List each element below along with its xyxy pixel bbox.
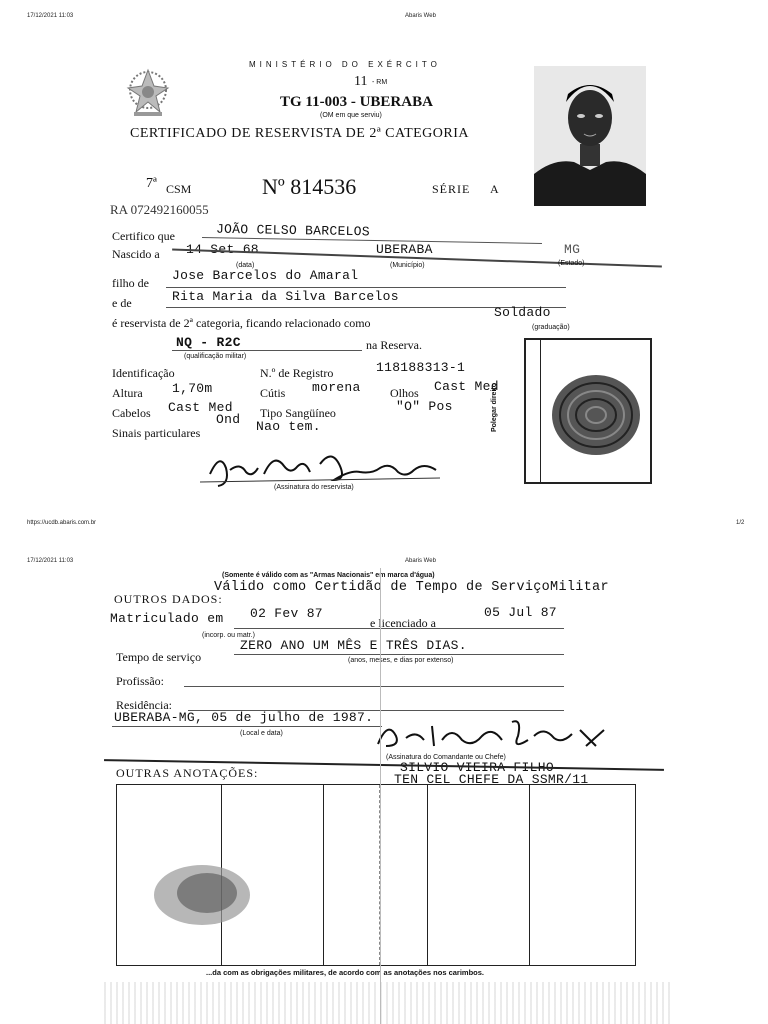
commander-title: TEN CEL CHEFE DA SSMR/11 <box>394 772 589 787</box>
unit-caption: (OM em que serviu) <box>320 112 382 119</box>
polegar-label: Polegar direito <box>491 382 499 433</box>
licenciado-label: e licenciado a <box>370 616 436 630</box>
tempo-label: Tempo de serviço <box>116 650 202 664</box>
region-number: 11 <box>354 74 368 89</box>
csm-number: 7ª <box>146 176 157 191</box>
qualification-caption: (qualificação militar) <box>184 353 247 360</box>
cabelos-value-2: Ond <box>216 412 241 427</box>
local-data: UBERABA-MG, 05 de julho de 1987. <box>114 710 374 725</box>
olhos-label: Olhos <box>390 386 419 400</box>
rank: Soldado <box>494 305 551 320</box>
person-photo-icon <box>534 66 646 206</box>
altura-value: 1,70m <box>172 381 213 396</box>
stamp-smudge-icon <box>147 855 257 935</box>
incorp-caption: (incorp. ou matr.) <box>202 632 255 639</box>
print-url: https://ucdb.abaris.com.br <box>27 520 97 526</box>
fold-line <box>380 568 381 1024</box>
photo <box>534 66 646 206</box>
print-page-number: 1/2 <box>736 520 745 526</box>
mother-name: Rita Maria da Silva Barcelos <box>172 289 399 304</box>
licenciado-value: 05 Jul 87 <box>484 605 557 620</box>
commander-signature-caption: (Assinatura do Comandante ou Chefe) <box>386 754 506 761</box>
sinais-label: Sinais particulares <box>112 426 201 440</box>
print-datetime: 17/12/2021 11:03 <box>27 13 74 19</box>
birth-date: 14 Set 68 <box>186 242 259 257</box>
certificate-title: CERTIFICADO DE RESERVISTA DE 2ª CATEGORIA <box>130 126 470 141</box>
series-value: A <box>490 182 499 196</box>
commander-signature-icon <box>372 716 612 756</box>
certificate-front <box>104 26 674 502</box>
identificacao-label: Identificação <box>112 366 175 380</box>
graduacao-caption: (graduação) <box>532 324 570 331</box>
tipo-label: Tipo Sangüíneo <box>260 406 336 420</box>
sinais-value: Nao tem. <box>256 419 321 434</box>
commander-name: SILVIO VIEIRA FILHO <box>400 760 554 775</box>
cutis-value: morena <box>312 380 361 395</box>
worn-edge <box>104 982 674 1024</box>
certifico-label: Certifico que <box>112 229 175 243</box>
region-suffix: - RM <box>372 79 388 86</box>
tipo-value: "O" Pos <box>396 399 453 414</box>
municipio-caption: (Município) <box>390 262 425 269</box>
altura-label: Altura <box>112 386 143 400</box>
profissao-label: Profissão: <box>116 674 164 688</box>
cutis-label: Cútis <box>260 386 286 400</box>
olhos-value: Cast Med <box>434 379 499 394</box>
tempo-caption: (anos, meses, e dias por extenso) <box>348 657 454 664</box>
father-name: Jose Barcelos do Amaral <box>172 268 359 283</box>
coat-of-arms-icon <box>124 64 172 120</box>
ministry-heading: MINISTÉRIO DO EXÉRCITO <box>249 60 441 69</box>
cabelos-label: Cabelos <box>112 406 151 420</box>
local-caption: (Local e data) <box>240 730 283 737</box>
print-title-2: Abaris Web <box>405 558 436 564</box>
certificate-number: Nº 814536 <box>262 174 357 199</box>
mae-label: e de <box>112 296 132 310</box>
residencia-label: Residência: <box>116 698 172 712</box>
thumbprint-box <box>491 338 652 484</box>
cabelos-value: Cast Med <box>168 400 233 415</box>
certificate-back <box>104 568 674 1024</box>
holder-name: JOÃO CELSO BARCELOS <box>215 221 371 240</box>
csm-label: CSM <box>166 182 192 196</box>
signature-caption: (Assinatura do reservista) <box>274 484 354 491</box>
date-caption: (data) <box>236 262 255 269</box>
watermark-note: (Somente é válido com as "Armas Nacionais" em marca d'água) <box>222 572 435 579</box>
ra-number: RA 072492160055 <box>110 202 209 217</box>
stamp-grid <box>116 784 636 966</box>
outros-dados-label: OUTROS DADOS: <box>114 592 223 606</box>
anotacoes-label: OUTRAS ANOTAÇÕES: <box>116 766 259 780</box>
filho-label: filho de <box>112 276 149 290</box>
print-datetime-2: 17/12/2021 11:03 <box>27 558 74 564</box>
estado-caption: (Estado) <box>558 260 585 267</box>
unit-name: TG 11-003 - UBERABA <box>280 94 433 110</box>
registro-label: N.º de Registro <box>260 366 334 380</box>
qualification: NQ - R2C <box>176 335 241 350</box>
tempo-value: ZERO ANO UM MÊS E TRÊS DIAS. <box>240 638 467 653</box>
series-label: SÉRIE <box>432 182 471 196</box>
registro-number: 118188313-1 <box>376 360 466 375</box>
na-reserva: na Reserva. <box>366 338 422 352</box>
nascido-label: Nascido a <box>112 247 160 261</box>
reservista-text: é reservista de 2ª categoria, ficando relacionado como <box>112 316 371 330</box>
matriculado-label: Matriculado em <box>110 611 224 626</box>
birth-city: UBERABA <box>376 242 433 257</box>
birth-state: MG <box>564 242 581 257</box>
outros-dados-value: Válido como Certidão de Tempo de ServiçoMilitar <box>214 580 609 595</box>
footer-text: ...da com as obrigações militares, de acordo com as anotações nos carimbos. <box>206 968 485 977</box>
thumbprint-icon <box>548 370 644 460</box>
print-title: Abaris Web <box>405 13 436 19</box>
matriculado-value: 02 Fev 87 <box>250 606 323 621</box>
